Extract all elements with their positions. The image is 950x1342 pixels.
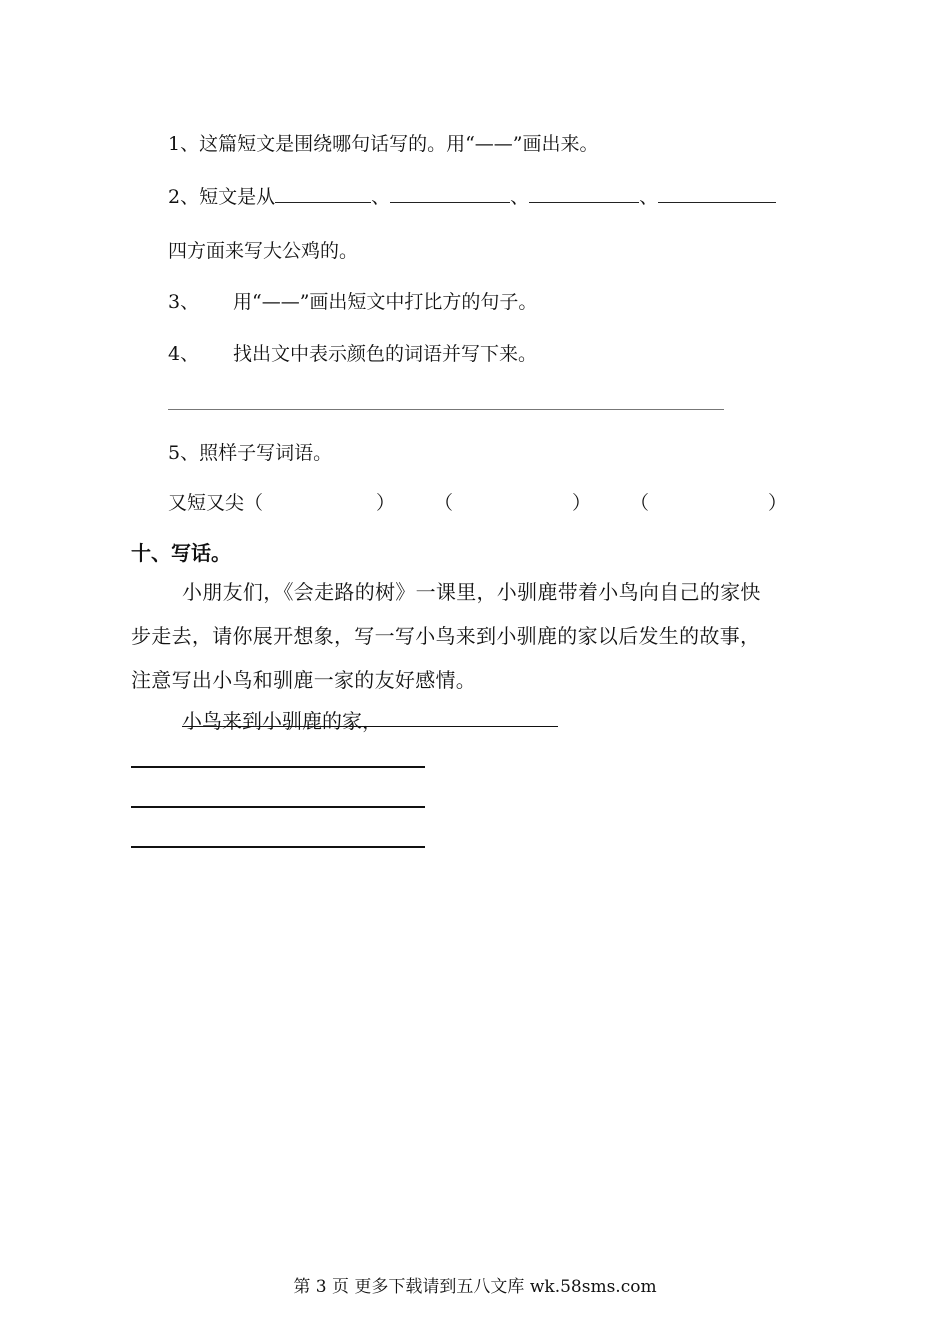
question-4-number: 4、 (168, 343, 200, 365)
open-paren-2[interactable]: （ (434, 492, 454, 514)
close-paren-2: ） (572, 492, 592, 514)
separator: 、 (639, 186, 659, 208)
question-3-number: 3、 (168, 291, 200, 313)
answer-blank-4[interactable] (658, 184, 776, 203)
question-2-suffix: 四方面来写大公鸡的。 (168, 240, 359, 262)
question-3-text: 用“——”画出短文中打比方的句子。 (233, 291, 538, 313)
question-4-text: 找出文中表示颜色的词语并写下来。 (233, 343, 538, 365)
answer-blank-3[interactable] (529, 184, 639, 203)
close-paren-1: ） (376, 492, 396, 514)
question-2 (168, 184, 776, 210)
writing-starter: 小鸟来到小驯鹿的家， (182, 709, 382, 733)
prompt-line-1: 小朋友们，《会走路的树》一课里，小驯鹿带着小鸟向自己的家快 (182, 580, 761, 604)
question-1: 1、这篇短文是围绕哪句话写的。用“——”画出来。 (168, 133, 599, 155)
writing-line-3[interactable] (131, 846, 425, 848)
writing-line-2[interactable] (131, 806, 425, 808)
starter-underline[interactable] (182, 726, 558, 727)
question-2-prefix: 2、短文是从 (168, 186, 276, 208)
prompt-line-2: 步走去，请你展开想象，写一写小鸟来到小驯鹿的家以后发生的故事， (131, 624, 761, 648)
answer-line-colors[interactable] (168, 409, 724, 410)
example-word: 又短又尖（ (168, 492, 264, 514)
open-paren-3[interactable]: （ (630, 492, 650, 514)
section-heading: 十、写话。 (131, 541, 231, 565)
answer-blank-2[interactable] (390, 184, 510, 203)
answer-blank-1[interactable] (275, 184, 371, 203)
separator: 、 (510, 186, 530, 208)
prompt-line-3: 注意写出小鸟和驯鹿一家的友好感情。 (131, 668, 477, 692)
close-paren-3: ） (768, 492, 788, 514)
writing-line-1[interactable] (131, 766, 425, 768)
question-5: 5、照样子写词语。 (168, 442, 333, 464)
page-footer: 第 3 页 更多下载请到五八文库 wk.58sms.com (293, 1277, 657, 1297)
separator: 、 (371, 186, 391, 208)
